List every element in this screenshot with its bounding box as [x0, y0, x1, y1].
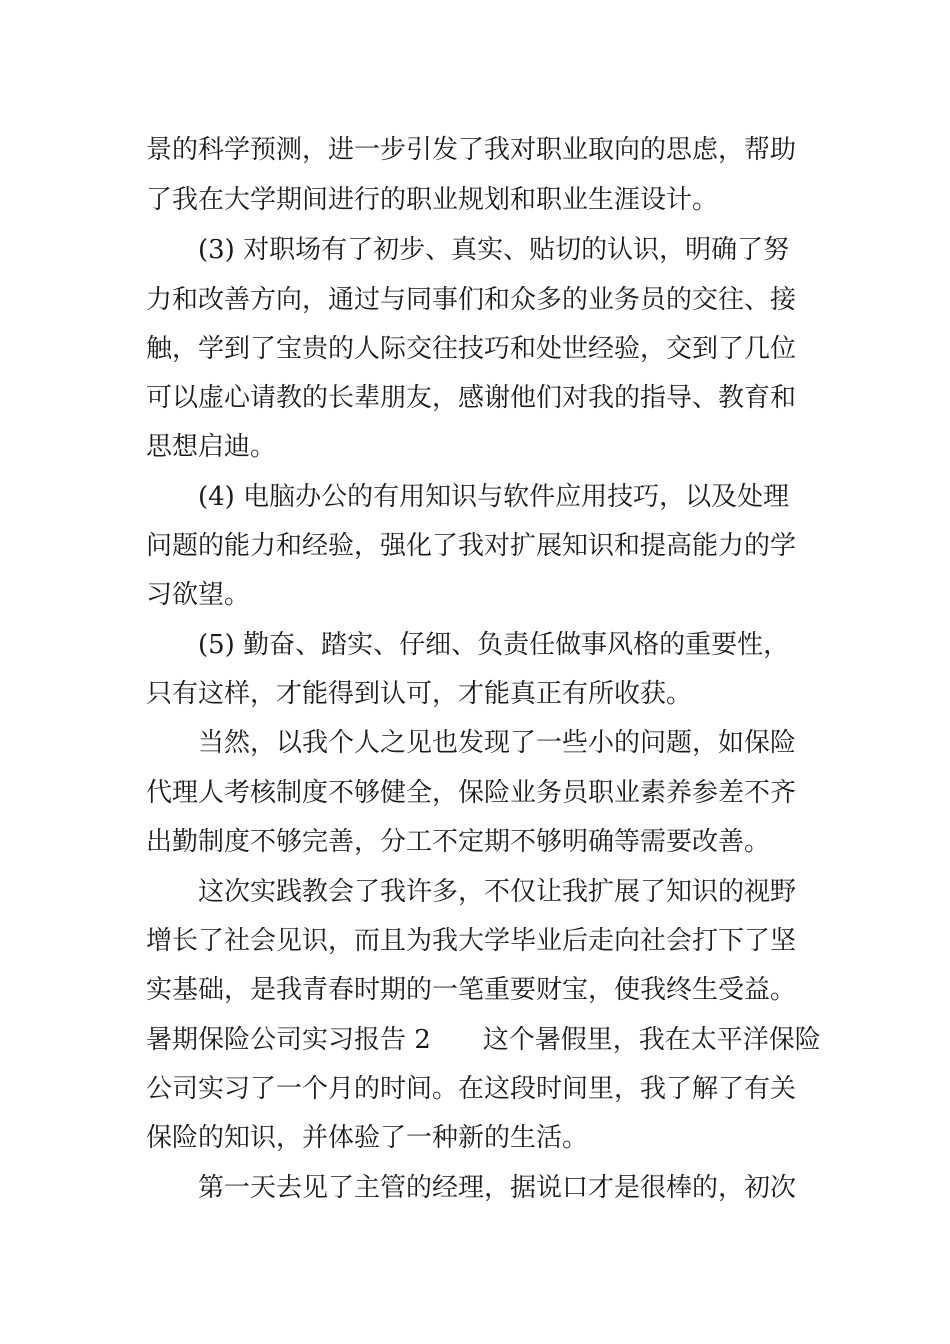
text-line: 出勤制度不够完善，分工不定期不够明确等需要改善。	[146, 827, 771, 857]
text-line: 只有这样，才能得到认可，才能真正有所收获。	[146, 679, 693, 709]
text-line: 保险的知识，并体验了一种新的生活。	[146, 1123, 589, 1153]
text-line: 力和改善方向，通过与同事们和众多的业务员的交往、接	[146, 285, 797, 315]
text-line: 第一天去见了主管的经理，据说口才是很棒的，初次	[146, 1173, 797, 1203]
text-line: 习欲望。	[146, 580, 251, 610]
text-line: 这次实践教会了我许多，不仅让我扩展了知识的视野	[146, 877, 797, 907]
text-line: 可以虚心请教的长辈朋友，感谢他们对我的指导、教育和	[146, 383, 797, 413]
text-line: 实基础，是我青春时期的一笔重要财宝，使我终生受益。	[146, 975, 797, 1005]
text-line: 景的科学预测，进一步引发了我对职业取向的思虑，帮助	[146, 135, 797, 165]
text-line: 暑期保险公司实习报告 2 这个暑假里，我在太平洋保险	[146, 1025, 821, 1055]
text-line: 当然，以我个人之见也发现了一些小的问题，如保险	[146, 728, 797, 758]
text-line: 公司实习了一个月的时间。在这段时间里，我了解了有关	[146, 1074, 797, 1104]
text-line: (4) 电脑办公的有用知识与软件应用技巧，以及处理	[146, 482, 790, 512]
text-line: 问题的能力和经验，强化了我对扩展知识和提高能力的学	[146, 531, 797, 561]
text-line: 代理人考核制度不够健全，保险业务员职业素养参差不齐	[146, 778, 797, 808]
text-line: 触，学到了宝贵的人际交往技巧和处世经验，交到了几位	[146, 334, 797, 364]
text-line: 增长了社会见识，而且为我大学毕业后走向社会打下了坚	[146, 926, 797, 956]
text-line: 思想启迪。	[146, 432, 277, 462]
text-line: 了我在大学期间进行的职业规划和职业生涯设计。	[146, 185, 719, 215]
text-line: (3) 对职场有了初步、真实、贴切的认识，明确了努	[146, 235, 790, 265]
text-line: (5) 勤奋、踏实、仔细、负责任做事风格的重要性，	[146, 630, 790, 660]
